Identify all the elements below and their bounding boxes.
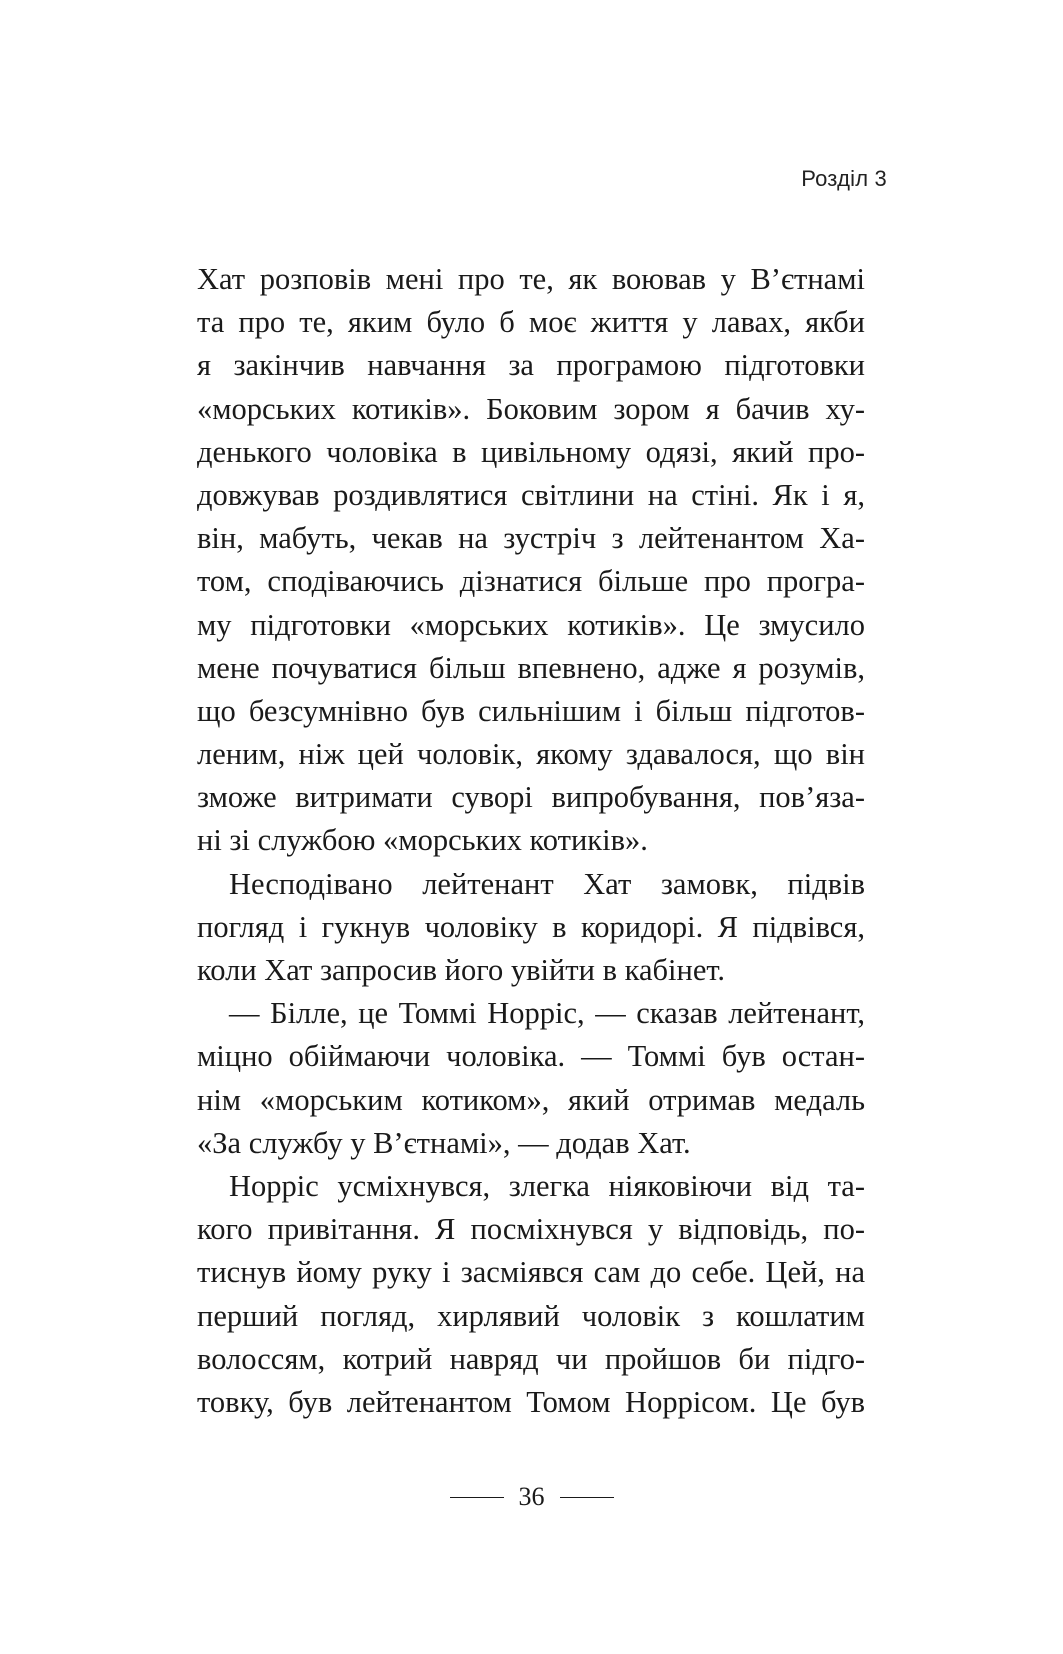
text-line: Несподівано лейтенант Хат замовк, підвів — [229, 866, 865, 901]
text-line: ні зі службою «морських котиків». — [197, 823, 648, 858]
text-line: Норріс усміхнувся, злегка ніяковіючи від та- — [229, 1168, 865, 1203]
text-line: — Білле, це Томмі Норріс, — сказав лейтенант, — [229, 996, 865, 1031]
footer-rule-right — [560, 1497, 614, 1498]
text-line: мене почуватися більш впевнено, адже я розумів, — [197, 650, 865, 685]
running-head: Розділ 3 — [801, 166, 887, 191]
text-line: він, мабуть, чекав на зустріч з лейтенантом Ха- — [197, 521, 865, 556]
text-line: перший погляд, хирлявий чоловік з кошлатим — [197, 1298, 865, 1333]
page-number: 36 — [518, 1482, 545, 1511]
text-line: довжував роздивлятися світлини на стіні. Як і я, — [197, 477, 865, 512]
text-line: денького чоловіка в цивільному одязі, який про- — [197, 434, 865, 469]
text-line: коли Хат запросив його увійти в кабінет. — [197, 953, 726, 987]
text-line: товку, був лейтенантом Томом Норрісом. Це був — [197, 1384, 865, 1419]
text-line: волоссям, котрий навряд чи пройшов би підго- — [197, 1341, 865, 1376]
page-footer — [0, 1482, 1063, 1512]
body-text — [197, 258, 865, 1424]
text-line: Хат розповів мені про те, як воював у В’єтнамі — [197, 262, 865, 296]
text-line: що безсумнівно був сильнішим і більш підготов- — [197, 693, 865, 728]
text-line: тиснув йому руку і засміявся сам до себе. Цей, на — [197, 1255, 865, 1290]
text-line: том, сподіваючись дізнатися більше про програ- — [197, 564, 865, 599]
text-line: «За службу у В’єтнамі», — додав Хат. — [197, 1125, 691, 1160]
text-line: я закінчив навчання за програмою підготовки — [197, 348, 865, 383]
text-line: міцно обіймаючи чоловіка. — Томмі був остан- — [197, 1039, 865, 1074]
text-line: кого привітання. Я посміхнувся у відповідь, по- — [197, 1212, 865, 1247]
text-line: леним, ніж цей чоловік, якому здавалося, що він — [197, 737, 865, 772]
text-line: «морських котиків». Боковим зором я бачив ху- — [197, 391, 865, 426]
text-line: нім «морським котиком», який отримав медаль — [197, 1082, 865, 1117]
text-line: зможе витримати суворі випробування, пов’яза- — [197, 780, 865, 815]
text-line: та про те, яким було б моє життя у лавах, якби — [197, 305, 865, 340]
footer-rule-left — [450, 1497, 504, 1498]
text-line: погляд і гукнув чоловіку в коридорі. Я підвівся, — [197, 909, 865, 944]
text-line: му підготовки «морських котиків». Це змусило — [197, 607, 865, 642]
